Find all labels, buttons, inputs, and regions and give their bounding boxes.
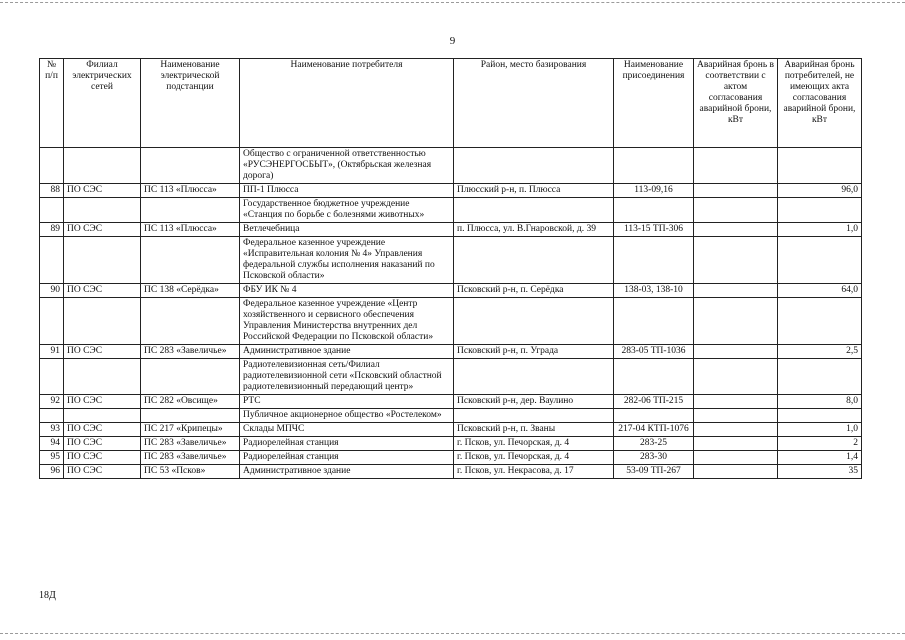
table-row: [40, 451, 862, 465]
branch-cell: ПО СЭС: [64, 395, 141, 409]
reserve-act-cell: [694, 184, 778, 198]
table-row: [40, 437, 862, 451]
substation-cell: [141, 198, 240, 223]
consumer-cell: Федеральное казенное учреждение «Исправительная колония № 4» Управления федеральной службы исполнения наказаний по Псковской области»: [240, 237, 454, 284]
branch-cell: ПО СЭС: [64, 465, 141, 479]
row-number-cell: [40, 148, 64, 184]
branch-cell: ПО СЭС: [64, 284, 141, 298]
location-cell: г. Псков, ул. Некрасова, д. 17: [454, 465, 614, 479]
row-number-cell: 94: [40, 437, 64, 451]
reserve-act-cell: [694, 237, 778, 284]
connection-cell: 138-03, 138-10: [614, 284, 694, 298]
table-row: [40, 345, 862, 359]
table-row: [40, 359, 862, 395]
substation-cell: [141, 237, 240, 284]
substation-cell: [141, 298, 240, 345]
table-row: [40, 409, 862, 423]
consumer-cell: Административное здание: [240, 465, 454, 479]
location-cell: [454, 298, 614, 345]
connection-cell: [614, 148, 694, 184]
emergency-reserve-table: [39, 58, 862, 479]
substation-cell: ПС 283 «Завеличье»: [141, 345, 240, 359]
reserve-no-act-cell: [778, 359, 862, 395]
reserve-no-act-cell: [778, 148, 862, 184]
row-number-cell: [40, 237, 64, 284]
row-number-cell: [40, 409, 64, 423]
reserve-no-act-cell: [778, 298, 862, 345]
connection-cell: 283-30: [614, 451, 694, 465]
table-row: [40, 198, 862, 223]
branch-cell: ПО СЭС: [64, 184, 141, 198]
connection-cell: 113-09,16: [614, 184, 694, 198]
reserve-act-cell: [694, 409, 778, 423]
header-cell: Наименование электрической подстанции: [141, 59, 240, 148]
table-row: [40, 465, 862, 479]
reserve-act-cell: [694, 223, 778, 237]
location-cell: [454, 148, 614, 184]
reserve-act-cell: [694, 345, 778, 359]
table-row: [40, 298, 862, 345]
substation-cell: ПС 138 «Серёдка»: [141, 284, 240, 298]
row-number-cell: [40, 359, 64, 395]
table-row: [40, 284, 862, 298]
reserve-no-act-cell: 2,5: [778, 345, 862, 359]
branch-cell: [64, 298, 141, 345]
substation-cell: ПС 283 «Завеличье»: [141, 437, 240, 451]
consumer-cell: Склады МПЧС: [240, 423, 454, 437]
header-cell: Район, место базирования: [454, 59, 614, 148]
row-number-cell: 91: [40, 345, 64, 359]
location-cell: Плюсский р-н, п. Плюсса: [454, 184, 614, 198]
reserve-no-act-cell: [778, 409, 862, 423]
header-cell: Филиал электрических сетей: [64, 59, 141, 148]
connection-cell: 53-09 ТП-267: [614, 465, 694, 479]
row-number-cell: 89: [40, 223, 64, 237]
consumer-cell: Ветлечебница: [240, 223, 454, 237]
connection-cell: [614, 237, 694, 284]
header-cell: Аварийная бронь в соответствии с актом согласования аварийной брони, кВт: [694, 59, 778, 148]
header-cell: Наименование присоединения: [614, 59, 694, 148]
connection-cell: 283-25: [614, 437, 694, 451]
consumer-cell: Радиотелевизионная сеть/Филиал радиотелевизионной сети «Псковский областной радиотелевизионный передающий центр»: [240, 359, 454, 395]
table-row: [40, 395, 862, 409]
reserve-act-cell: [694, 198, 778, 223]
location-cell: Псковский р-н, п. Званы: [454, 423, 614, 437]
reserve-no-act-cell: 96,0: [778, 184, 862, 198]
consumer-cell: Федеральное казенное учреждение «Центр хозяйственного и сервисного обеспечения Управления Министерства внутренних дел Российской Федерации по Псковской области»: [240, 298, 454, 345]
consumer-cell: Публичное акционерное общество «Ростелеком»: [240, 409, 454, 423]
row-number-cell: 88: [40, 184, 64, 198]
connection-cell: [614, 298, 694, 345]
branch-cell: ПО СЭС: [64, 423, 141, 437]
reserve-no-act-cell: 64,0: [778, 284, 862, 298]
substation-cell: [141, 409, 240, 423]
location-cell: Псковский р-н, дер. Ваулино: [454, 395, 614, 409]
reserve-no-act-cell: [778, 237, 862, 284]
reserve-no-act-cell: 1,0: [778, 223, 862, 237]
table-row: [40, 184, 862, 198]
location-cell: [454, 198, 614, 223]
table-row: [40, 423, 862, 437]
document-code: 18Д: [39, 590, 56, 601]
header-cell: Наименование потребителя: [240, 59, 454, 148]
consumer-cell: РТС: [240, 395, 454, 409]
table-row: [40, 223, 862, 237]
connection-cell: 283-05 ТП-1036: [614, 345, 694, 359]
location-cell: [454, 359, 614, 395]
row-number-cell: 95: [40, 451, 64, 465]
consumer-cell: Общество с ограниченной ответственностью «РУСЭНЕРГОСБЫТ», (Октябрьская железная дорога): [240, 148, 454, 184]
reserve-act-cell: [694, 437, 778, 451]
header-cell: № п/п: [40, 59, 64, 148]
branch-cell: [64, 237, 141, 284]
reserve-no-act-cell: 8,0: [778, 395, 862, 409]
reserve-act-cell: [694, 298, 778, 345]
reserve-act-cell: [694, 423, 778, 437]
substation-cell: ПС 282 «Овсище»: [141, 395, 240, 409]
row-number-cell: 92: [40, 395, 64, 409]
substation-cell: [141, 359, 240, 395]
header-cell: Аварийная бронь потребителей, не имеющих акта согласования аварийной брони, кВт: [778, 59, 862, 148]
reserve-act-cell: [694, 359, 778, 395]
substation-cell: ПС 217 «Крипецы»: [141, 423, 240, 437]
reserve-no-act-cell: 2: [778, 437, 862, 451]
branch-cell: [64, 148, 141, 184]
reserve-act-cell: [694, 284, 778, 298]
row-number-cell: 96: [40, 465, 64, 479]
consumer-cell: Административное здание: [240, 345, 454, 359]
consumer-cell: ФБУ ИК № 4: [240, 284, 454, 298]
branch-cell: [64, 409, 141, 423]
location-cell: п. Плюсса, ул. В.Гнаровской, д. 39: [454, 223, 614, 237]
scan-edge-bottom: [0, 633, 905, 634]
reserve-act-cell: [694, 148, 778, 184]
reserve-no-act-cell: [778, 198, 862, 223]
location-cell: [454, 237, 614, 284]
branch-cell: ПО СЭС: [64, 345, 141, 359]
consumer-cell: Государственное бюджетное учреждение «Станция по борьбе с болезнями животных»: [240, 198, 454, 223]
branch-cell: [64, 359, 141, 395]
branch-cell: ПО СЭС: [64, 451, 141, 465]
row-number-cell: [40, 198, 64, 223]
consumer-cell: Радиорелейная станция: [240, 437, 454, 451]
row-number-cell: 90: [40, 284, 64, 298]
page-number: 9: [449, 35, 456, 47]
reserve-no-act-cell: 35: [778, 465, 862, 479]
connection-cell: [614, 409, 694, 423]
location-cell: г. Псков, ул. Печорская, д. 4: [454, 451, 614, 465]
location-cell: г. Псков, ул. Печорская, д. 4: [454, 437, 614, 451]
reserve-act-cell: [694, 465, 778, 479]
location-cell: Псковский р-н, п. Уграда: [454, 345, 614, 359]
branch-cell: ПО СЭС: [64, 437, 141, 451]
table-row: [40, 237, 862, 284]
location-cell: [454, 409, 614, 423]
connection-cell: 113-15 ТП-306: [614, 223, 694, 237]
substation-cell: ПС 53 «Псков»: [141, 465, 240, 479]
substation-cell: [141, 148, 240, 184]
table-row: [40, 148, 862, 184]
reserve-no-act-cell: 1,0: [778, 423, 862, 437]
consumer-cell: Радиорелейная станция: [240, 451, 454, 465]
substation-cell: ПС 113 «Плюсса»: [141, 184, 240, 198]
consumer-cell: ПП-1 Плюсса: [240, 184, 454, 198]
scan-edge-top: [0, 2, 905, 3]
connection-cell: [614, 198, 694, 223]
branch-cell: [64, 198, 141, 223]
row-number-cell: [40, 298, 64, 345]
reserve-act-cell: [694, 451, 778, 465]
branch-cell: ПО СЭС: [64, 223, 141, 237]
table-header-row: [40, 59, 862, 148]
location-cell: Псковский р-н, п. Серёдка: [454, 284, 614, 298]
connection-cell: 282-06 ТП-215: [614, 395, 694, 409]
reserve-no-act-cell: 1,4: [778, 451, 862, 465]
connection-cell: 217-04 КТП-1076: [614, 423, 694, 437]
connection-cell: [614, 359, 694, 395]
row-number-cell: 93: [40, 423, 64, 437]
substation-cell: ПС 113 «Плюсса»: [141, 223, 240, 237]
reserve-act-cell: [694, 395, 778, 409]
substation-cell: ПС 283 «Завеличье»: [141, 451, 240, 465]
